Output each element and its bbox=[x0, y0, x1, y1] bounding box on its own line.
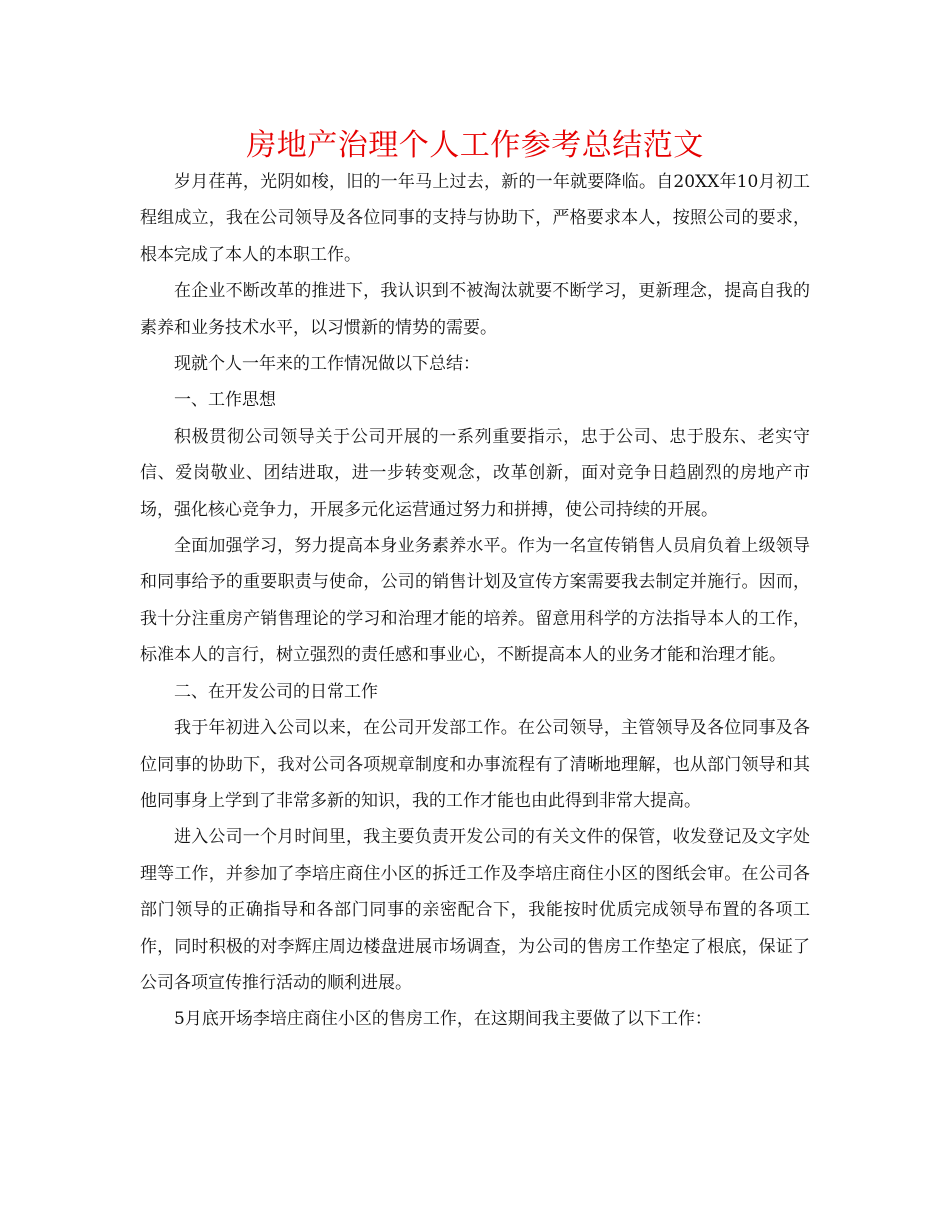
paragraph-first-month: 进入公司一个月时间里，我主要负责开发公司的有关文件的保管，收发登记及文字处理等工作，并参加了李培庄商住小区的拆迁工作及李培庄商住小区的图纸会审。在公司各部门领导的正确指导和各部门同事的亲密配合下，我能按时优质完成领导布置的各项工作，同时积极的对李辉庄周边楼盘进展市场调查，为公司的售房工作垫定了根底，保证了公司各项宣传推行活动的顺利进展。 bbox=[140, 827, 810, 993]
document-body bbox=[140, 164, 810, 1038]
paragraph-summary-lead: 现就个人一年来的工作情况做以下总结： bbox=[174, 354, 480, 375]
paragraph-study: 全面加强学习，努力提高本身业务素养水平。作为一名宣传销售人员肩负着上级领导和同事给予的重要职责与使命，公司的销售计划及宣传方案需要我去制定并施行。因而，我十分注重房产销售理论的学习和治理才能的培养。留意用科学的方法指导本人的工作，标准本人的言行，树立强烈的责任感和事业心，不断提高本人的业务才能和治理才能。 bbox=[140, 536, 810, 666]
paragraph-work-thought: 积极贯彻公司领导关于公司开展的一系列重要指示，忠于公司、忠于股东、老实守信、爱岗敬业、团结进取，进一步转变观念，改革创新，面对竞争日趋剧烈的房地产市场，强化核心竞争力，开展多元化运营通过努力和拼搏，使公司持续的开展。 bbox=[140, 426, 810, 520]
document-title: 房地产治理个人工作参考总结范文 bbox=[246, 128, 704, 163]
section-heading-2: 二、在开发公司的日常工作 bbox=[174, 681, 378, 702]
paragraph-intro: 岁月荏苒，光阴如梭，旧的一年马上过去，新的一年就要降临。自20XX年10月初工程组成立，我在公司领导及各位同事的支持与协助下，严格要求本人，按照公司的要求，根本完成了本人的本职工作。 bbox=[140, 172, 810, 265]
paragraph-may-sales: 5月底开场李培庄商住小区的售房工作，在这期间我主要做了以下工作： bbox=[174, 1009, 712, 1030]
section-heading-1: 一、工作思想 bbox=[174, 390, 276, 411]
paragraph-joining: 我于年初进入公司以来，在公司开发部工作。在公司领导，主管领导及各位同事及各位同事的协助下，我对公司各项规章制度和办事流程有了清晰地理解，也从部门领导和其他同事身上学到了非常多新的知识，我的工作才能也由此得到非常大提高。 bbox=[140, 718, 810, 811]
paragraph-learning: 在企业不断改革的推进下，我认识到不被淘汰就要不断学习，更新理念，提高自我的素养和业务技术水平，以习惯新的情势的需要。 bbox=[140, 281, 810, 338]
